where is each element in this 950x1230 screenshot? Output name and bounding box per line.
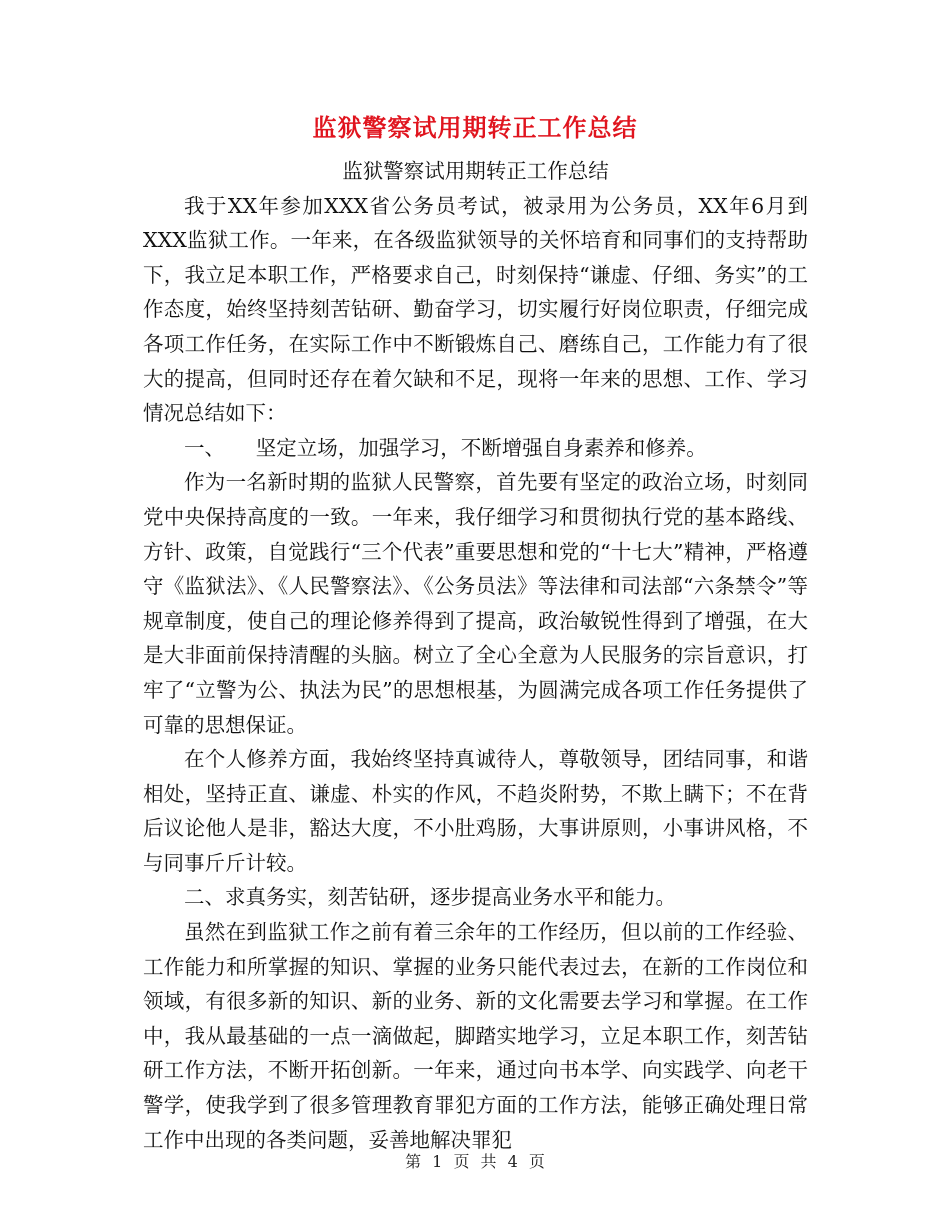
section-heading-2: 二、求真务实，刻苦钻研，逐步提高业务水平和能力。 (184, 885, 676, 910)
paragraph-work-skills: 虽然在到监狱工作之前有着三余年的工作经历，但以前的工作经验、工作能力和所掌握的知识、掌握的业务只能代表过去，在新的工作岗位和领域，有很多新的知识、新的业务、新的文化需要去学习和掌握。在工作中，我从最基础的一点一滴做起，脚踏实地学习，立足本职工作，刻苦钻研工作方法，不断开拓创新。一年来，通过向书本学、向实践学、向老干警学，使我学到了很多管理教育罪犯方面的工作方法，能够正确处理日常工作中出现的各类问题，妥善地解决罪犯 (143, 920, 808, 1152)
paragraph-intro: 我于XX年参加XXX省公务员考试，被录用为公务员，XX年6月到XXX监狱工作。一年来，在各级监狱领导的关怀培育和同事们的支持帮助下，我立足本职工作，严格要求自己，时刻保持“谦虚、仔细、务实”的工作态度，始终坚持刻苦钻研、勤奋学习，切实履行好岗位职责，仔细完成各项工作任务，在实际工作中不断锻炼自己、磨练自己，工作能力有了很大的提高，但同时还存在着欠缺和不足，现将一年来的思想、工作、学习情况总结如下： (143, 193, 808, 426)
document-subtitle: 监狱警察试用期转正工作总结 (342, 159, 609, 183)
document-body (143, 154, 808, 1157)
paragraph-political-stance: 作为一名新时期的监狱人民警察，首先要有坚定的政治立场，时刻同党中央保持高度的一致。一年来，我仔细学习和贯彻执行党的基本路线、方针、政策，自觉践行“三个代表”重要思想和党的“十七大”精神，严格遵守《监狱法》、《人民警察法》、《公务员法》等法律和司法部“六条禁令”等规章制度，使自己的理论修养得到了提高，政治敏锐性得到了增强，在大是大非面前保持清醒的头脑。树立了全心全意为人民服务的宗旨意识，打牢了“立警为公、执法为民”的思想根基，为圆满完成各项工作任务提供了可靠的思想保证。 (143, 470, 808, 737)
page-footer: 第 1 页 共 4 页 (405, 1152, 545, 1171)
paragraph-personal-cultivation: 在个人修养方面，我始终坚持真诚待人，尊敬领导，团结同事，和谐相处，坚持正直、谦虚、朴实的作风，不趋炎附势，不欺上瞒下；不在背后议论他人是非，豁达大度，不小肚鸡肠，大事讲原则，小事讲风格，不与同事斤斤计较。 (143, 747, 808, 875)
section-heading-1: 一、 坚定立场，加强学习，不断增强自身素养和修养。 (184, 435, 707, 460)
document-title: 监狱警察试用期转正工作总结 (312, 113, 638, 142)
